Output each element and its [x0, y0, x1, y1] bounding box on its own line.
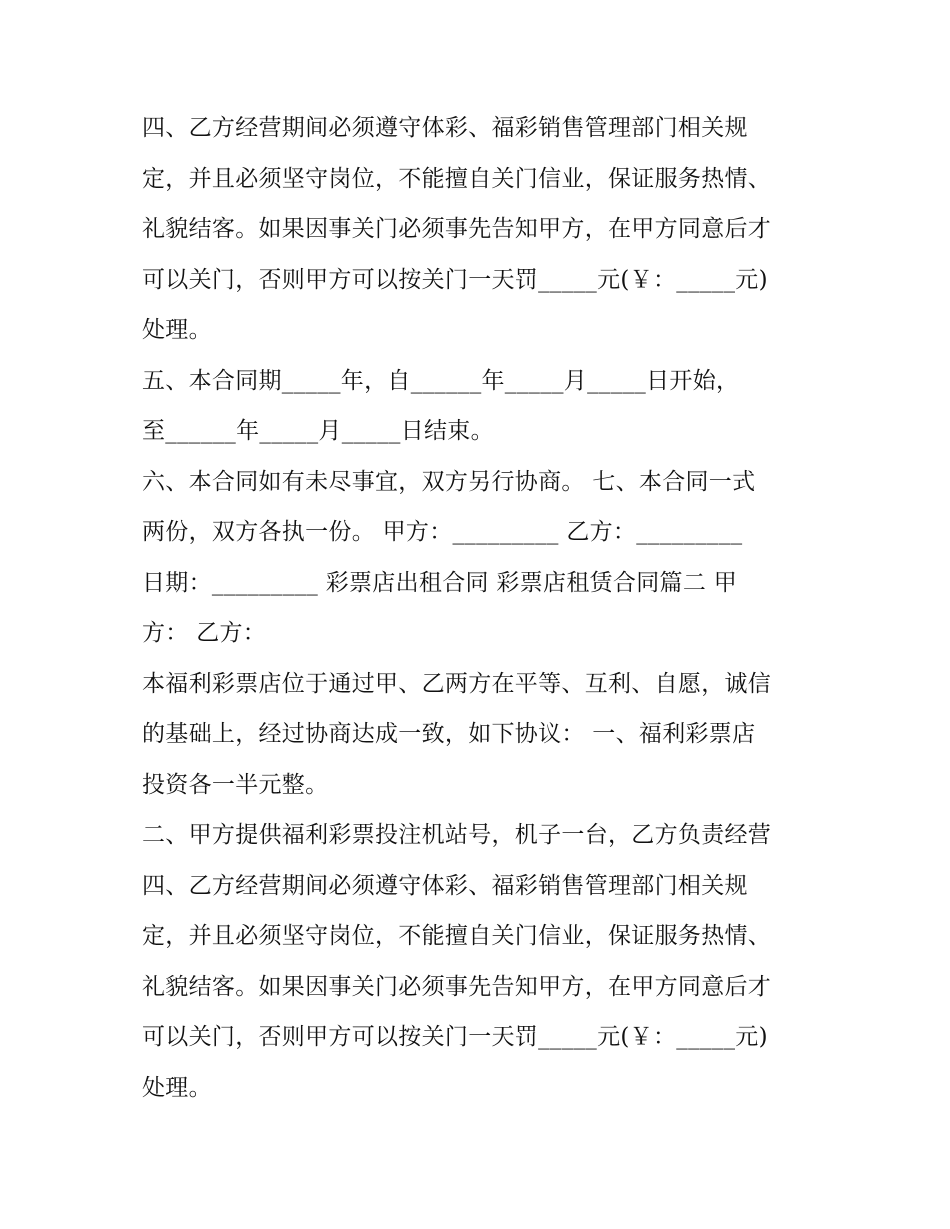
- text-line: 礼貌结客。如果因事关门必须事先告知甲方，在甲方同意后才: [142, 973, 772, 1000]
- text-line: 的基础上，经过协商达成一致，如下协议： 一、福利彩票店: [142, 721, 756, 747]
- contract-text: [142, 103, 814, 1113]
- text-line: 礼貌结客。如果因事关门必须事先告知甲方，在甲方同意后才: [142, 216, 772, 242]
- text-line: 定，并且必须坚守岗位，不能擅自关门信业，保证服务热情、: [142, 165, 772, 192]
- text-line: 处理。: [142, 1074, 212, 1101]
- text-line: 投资各一半元整。: [142, 771, 329, 798]
- text-line: 二、甲方提供福利彩票投注机站号，机子一台，乙方负责经营: [142, 822, 772, 848]
- text-line: 定，并且必须坚守岗位，不能擅自关门信业，保证服务热情、: [142, 923, 772, 949]
- text-line: 方： 乙方：: [142, 620, 267, 646]
- text-line: 日期：_________ 彩票店出租合同 彩票店租赁合同篇二 甲: [142, 569, 738, 596]
- text-line: 四、乙方经营期间必须遵守体彩、福彩销售管理部门相关规: [142, 115, 748, 141]
- text-line: 五、本合同期_____年，自______年_____月_____日开始，: [142, 367, 740, 394]
- text-line: 可以关门，否则甲方可以按关门一天罚_____元(￥：_____元): [142, 1024, 768, 1050]
- text-line: 可以关门，否则甲方可以按关门一天罚_____元(￥：_____元): [142, 266, 768, 293]
- text-line: 至______年_____月_____日结束。: [142, 418, 494, 444]
- text-line: 六、本合同如有未尽事宜，双方另行协商。 七、本合同一式: [142, 468, 756, 495]
- text-line: 两份，双方各执一份。 甲方：_________ 乙方：_________: [142, 519, 743, 545]
- text-line: 本福利彩票店位于通过甲、乙两方在平等、互利、自愿，诚信: [142, 670, 772, 697]
- text-line: 处理。: [142, 317, 212, 343]
- text-line: 四、乙方经营期间必须遵守体彩、福彩销售管理部门相关规: [142, 872, 748, 899]
